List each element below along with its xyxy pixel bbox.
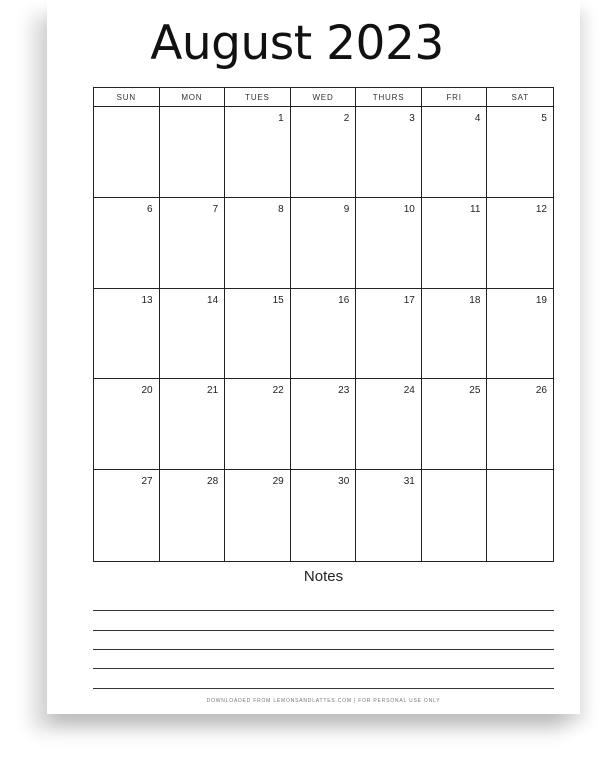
day-number: 28: [207, 476, 219, 488]
day-number: 13: [141, 294, 153, 306]
day-cell: [160, 289, 226, 380]
day-number: 9: [343, 203, 350, 215]
day-cell: [422, 379, 488, 470]
notes-line: [93, 630, 554, 631]
day-cell: [487, 198, 553, 289]
notes-heading: Notes: [303, 568, 344, 585]
day-cell: [160, 198, 226, 289]
day-cell: [356, 379, 422, 470]
day-cell: [291, 107, 357, 198]
day-cell: [356, 198, 422, 289]
day-number: 5: [541, 113, 547, 124]
day-cell: [487, 470, 553, 561]
day-number: 14: [207, 294, 219, 306]
day-cell: [160, 470, 226, 561]
day-number: 30: [338, 476, 350, 488]
day-cell: [487, 289, 553, 380]
footer-credit: DOWNLOADED FROM LEMONSANDLATTES.COM | FOR PERSONAL USE ONLY: [206, 698, 441, 704]
day-number: 24: [403, 385, 415, 397]
weekday-header-wed: WED: [291, 88, 357, 107]
day-number: 18: [469, 294, 481, 306]
day-number: 22: [272, 385, 284, 397]
weekday-header-mon: MON: [160, 88, 226, 107]
day-number: 29: [272, 476, 284, 488]
day-cell: [94, 289, 160, 380]
day-number: 20: [141, 385, 153, 397]
day-cell: [225, 107, 291, 198]
day-number: 21: [207, 385, 219, 397]
day-number: 17: [403, 294, 415, 306]
day-number: 7: [212, 203, 219, 215]
day-number: 26: [535, 385, 547, 397]
day-cell: [422, 198, 488, 289]
weekday-header-tues: TUES: [225, 88, 291, 107]
day-cell: [225, 379, 291, 470]
day-number: 8: [278, 203, 284, 215]
notes-line: [93, 688, 554, 689]
weekday-header-sun: SUN: [94, 88, 160, 107]
day-number: 3: [409, 113, 415, 124]
day-cell: [356, 289, 422, 380]
day-cell: [422, 289, 488, 380]
day-cell: [422, 107, 488, 198]
day-number: 16: [338, 294, 350, 306]
day-number: 15: [272, 294, 284, 306]
day-cell: [225, 198, 291, 289]
weekday-header-fri: FRI: [422, 88, 488, 107]
day-number: 2: [343, 113, 350, 124]
notes-line: [93, 610, 554, 611]
day-cell: [487, 107, 553, 198]
day-cell: [225, 470, 291, 561]
day-cell: [160, 107, 226, 198]
day-cell: [160, 379, 226, 470]
day-cell: [291, 289, 357, 380]
day-cell: [94, 107, 160, 198]
day-cell: [291, 470, 357, 561]
day-number: 25: [469, 385, 481, 397]
day-number: 11: [470, 203, 481, 215]
day-number: 31: [403, 476, 415, 488]
day-cell: [356, 470, 422, 561]
page-title: August 2023: [150, 16, 444, 71]
day-number: 1: [278, 113, 284, 124]
calendar-grid: [93, 87, 554, 562]
day-cell: [94, 470, 160, 561]
day-cell: [225, 289, 291, 380]
day-cell: [356, 107, 422, 198]
day-number: 23: [338, 385, 350, 397]
day-cell: [487, 379, 553, 470]
day-number: 19: [535, 294, 547, 306]
day-number: 27: [141, 476, 153, 488]
day-cell: [291, 198, 357, 289]
weekday-header-sat: SAT: [487, 88, 553, 107]
day-number: 12: [535, 203, 547, 215]
day-number: 10: [403, 203, 415, 215]
notes-line: [93, 668, 554, 669]
day-cell: [422, 470, 488, 561]
weekday-header-thurs: THURS: [356, 88, 422, 107]
day-cell: [94, 379, 160, 470]
notes-line: [93, 649, 554, 650]
day-number: 6: [147, 203, 153, 215]
day-number: 4: [474, 113, 481, 124]
day-cell: [94, 198, 160, 289]
day-cell: [291, 379, 357, 470]
